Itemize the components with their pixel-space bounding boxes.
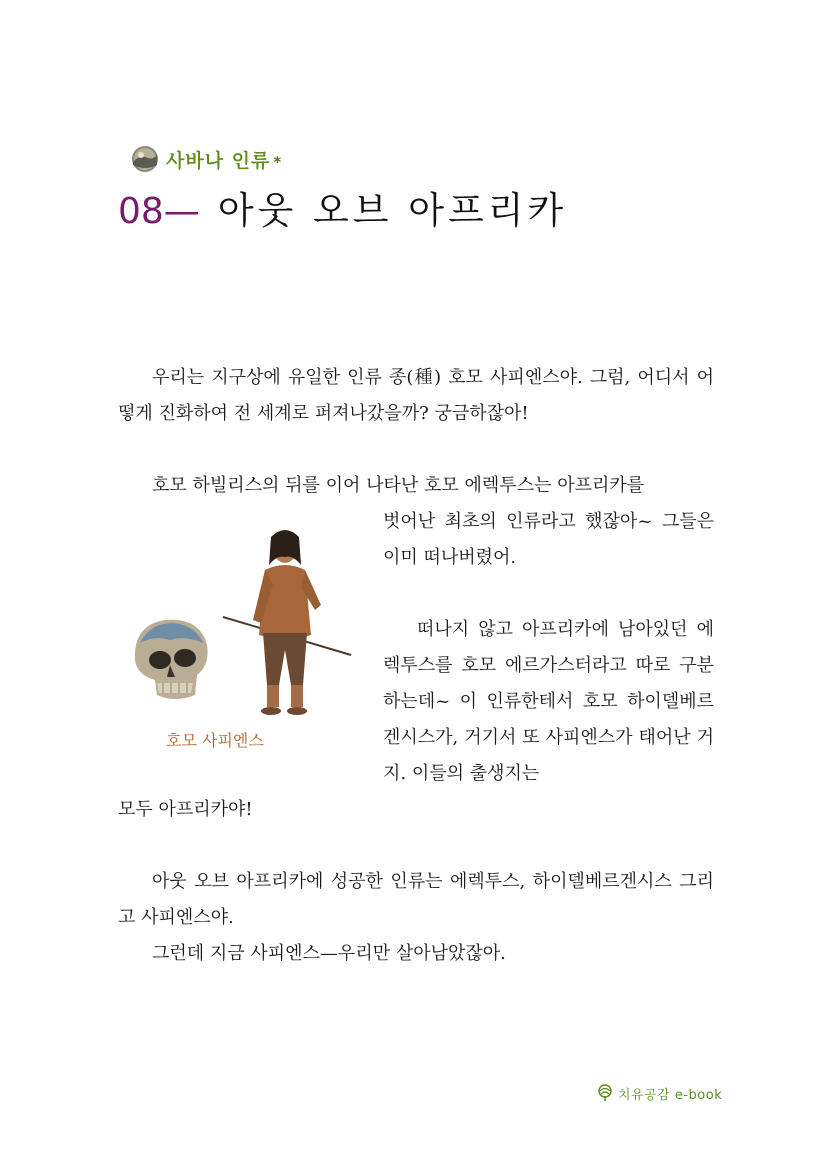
chapter-number: 08— [118, 191, 200, 232]
paragraph-2-rest: 벗어난 최초의 인류라고 했잖아~ 그들은 이미 떠나버렸어. [383, 511, 714, 568]
section-label: 사바나 인류 [166, 150, 271, 172]
paragraph-4: 아웃 오브 아프리카에 성공한 인류는 에렉투스, 하이델베르겐시스 그리고 사피엔스야. [118, 871, 714, 928]
paragraph-3: 떠나지 않고 아프리카에 남아있던 에렉투스를 호모 에르가스터라고 따로 구분하는데~ 이 인류한테서 호모 하이델베르겐시스가, 거기서 또 사피엔스가 태어난 거지. 이들의 출생지는 [383, 619, 714, 784]
skull-illustration [135, 620, 208, 699]
paragraph-2-line-1: 호모 하빌리스의 뒤를 이어 나타난 호모 에렉투스는 아프리카를 [152, 475, 645, 496]
section-star: * [273, 153, 283, 171]
tree-icon [596, 1084, 614, 1102]
footer-brand: 치유공감 e-book [618, 1088, 723, 1103]
paragraph-5: 그런데 지금 사피엔스—우리만 살아남았잖아. [152, 943, 506, 964]
figure-caption: 호모 사피엔스 [166, 731, 264, 750]
human-figure-illustration [223, 530, 351, 715]
homo-sapiens-figure [125, 525, 370, 725]
chapter-heading [118, 186, 567, 236]
section-title [166, 146, 282, 173]
section-logo-icon [130, 145, 160, 173]
paragraph-1: 우리는 지구상에 유일한 인류 종(種) 호모 사피엔스야. 그럼, 어디서 어떻게 진화하여 전 세계로 퍼져나갔을까? 궁금하잖아! [118, 367, 714, 424]
paragraph-3-tail: 모두 아프리카야! [118, 799, 253, 820]
chapter-title: 아웃 오브 아프리카 [217, 189, 568, 232]
